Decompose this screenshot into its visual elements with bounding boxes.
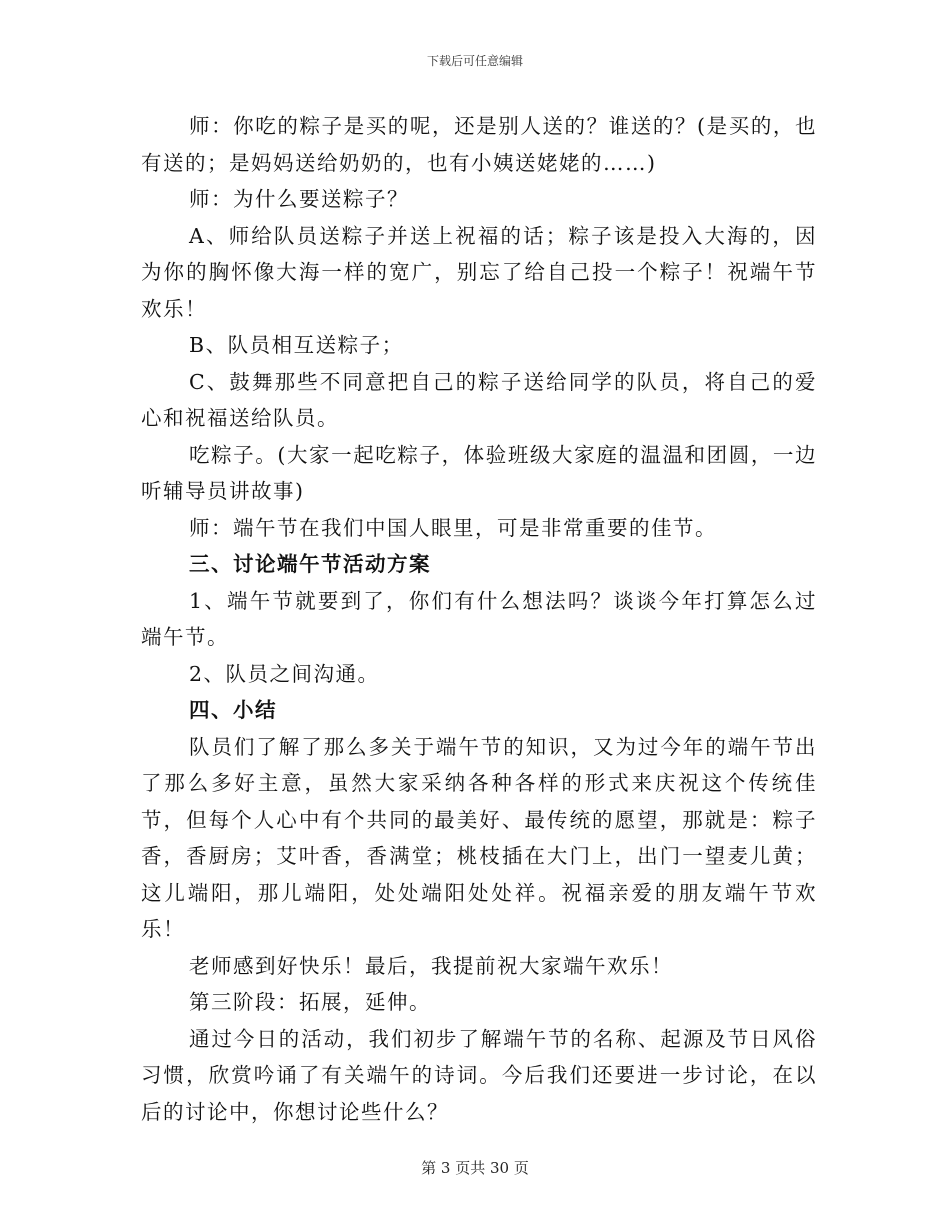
paragraph-important-festival: 师：端午节在我们中国人眼里，可是非常重要的佳节。 <box>189 515 717 540</box>
paragraph-item-a: A、师给队员送粽子并送上祝福的话；粽子该是投入大海的，因为你的胸怀像大海一样的宽广，别忘了给自己投一个粽子！祝端午节欢乐！ <box>141 223 817 321</box>
paragraph-teacher-wishes: 老师感到好快乐！最后，我提前祝大家端午欢乐！ <box>189 953 673 978</box>
document-body <box>141 108 817 1130</box>
paragraph-question-buy-or-gift: 师：你吃的粽子是买的呢，还是别人送的？谁送的？(是买的，也有送的；是妈妈送给奶奶的，也有小姨送姥姥的……) <box>141 114 817 175</box>
page-header: 下载后可任意编辑 <box>426 54 523 68</box>
paragraph-stage-three: 第三阶段：拓展，延伸。 <box>189 990 431 1014</box>
paragraph-why-give: 师：为什么要送粽子？ <box>189 187 409 211</box>
paragraph-discussion-2: 2、队员之间沟通。 <box>189 661 380 686</box>
section-heading-discussion: 三、讨论端午节活动方案 <box>189 552 431 576</box>
paragraph-discussion-1: 1、端午节就要到了，你们有什么想法吗？谈谈今年打算怎么过端午节。 <box>141 588 817 649</box>
page-footer: 第 3 页共 30 页 <box>421 1159 529 1177</box>
paragraph-summary: 队员们了解了那么多关于端午节的知识，又为过今年的端午节出了那么多好主意，虽然大家采纳各种各样的形式来庆祝这个传统佳节，但每个人心中有个共同的最美好、最传统的愿望，那就是：粽子香，香厨房；艾叶香，香满堂；桃枝插在大门上，出门一望麦儿黄；这儿端阳，那儿端阳，处处端阳处处祥。祝福亲爱的朋友端午节欢乐！ <box>141 734 817 941</box>
paragraph-item-b: B、队员相互送粽子； <box>189 333 404 357</box>
section-heading-summary: 四、小结 <box>189 698 277 722</box>
paragraph-item-c: C、鼓舞那些不同意把自己的粽子送给同学的队员，将自己的爱心和祝福送给队员。 <box>141 369 817 430</box>
paragraph-closing: 通过今日的活动，我们初步了解端午节的名称、起源及节日风俗习惯，欣赏吟诵了有关端午的诗词。今后我们还要进一步讨论，在以后的讨论中，你想讨论些什么？ <box>141 1026 817 1124</box>
paragraph-eat-zongzi: 吃粽子。(大家一起吃粽子，体验班级大家庭的温温和团圆，一边听辅导员讲故事) <box>141 442 817 503</box>
